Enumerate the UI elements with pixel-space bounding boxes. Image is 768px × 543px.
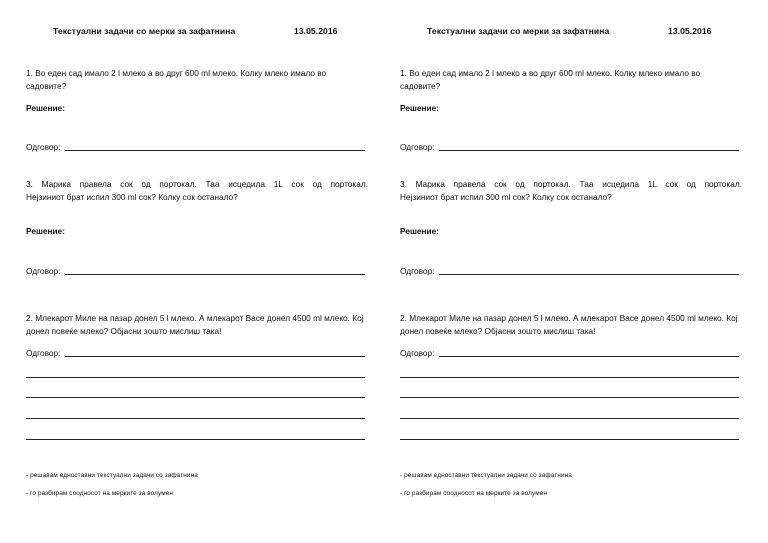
task-2-answer-label: Одговор:: [26, 348, 61, 358]
task-1-solution-label: Решение:: [400, 103, 439, 113]
worksheet-date: 13.05.2016: [294, 26, 338, 36]
task-2-writing-line[interactable]: [26, 418, 365, 419]
task-3-answer-label: Одговор:: [400, 266, 435, 276]
task-2-writing-line[interactable]: [400, 439, 739, 440]
task-2-writing-line[interactable]: [26, 377, 365, 378]
worksheet-title: Текстуални задачи со мерки за зафатнина: [53, 26, 236, 36]
task-1-answer-label: Одговор:: [400, 142, 435, 152]
worksheet-title: Текстуални задачи со мерки за зафатнина: [427, 26, 610, 36]
task-1-answer-line[interactable]: [439, 150, 739, 151]
worksheet-date: 13.05.2016: [668, 26, 712, 36]
task-3-text-line-1: 3. Марика правела сок од портокал. Таа исцедила 1L сок од портокал.: [400, 179, 742, 189]
task-2-text: 2. Млекарот Миле на пазар донел 5 l млеко. А млекарот Васе донел 4500 ml млеко. Кој донел повеќе млеко? Објасни зошто мислиш така!: [400, 313, 738, 336]
task-3-answer-line[interactable]: [439, 274, 739, 275]
task-2-writing-line[interactable]: [400, 418, 739, 419]
task-1-text: 1. Во еден сад имало 2 l млеко а во друг 600 ml млеко. Колку млеко имало во садовите?: [26, 68, 327, 91]
task-2-writing-line[interactable]: [26, 397, 365, 398]
task-1-answer-line[interactable]: [65, 150, 365, 151]
task-2-writing-line[interactable]: [400, 377, 739, 378]
task-2-answer-line[interactable]: [439, 356, 739, 357]
task-3-answer-label: Одговор:: [26, 266, 61, 276]
task-2-answer-label: Одговор:: [400, 348, 435, 358]
task-2-writing-line[interactable]: [26, 439, 365, 440]
task-3-text-line-2: Нејзиниот брат испил 300 ml сок? Колку сок останало?: [400, 192, 612, 202]
task-3-text-line-2: Нејзиниот брат испил 300 ml сок? Колку сок останало?: [26, 192, 238, 202]
task-1-text: 1. Во еден сад имало 2 l млеко а во друг 600 ml млеко. Колку млеко имало во садовите?: [400, 68, 701, 91]
task-3-solution-label: Решение:: [400, 226, 439, 236]
learning-goal-1: - решавам едноставни текстуални задачи со зафатнина: [400, 472, 572, 479]
learning-goal-1: - решавам едноставни текстуални задачи со зафатнина: [26, 472, 198, 479]
task-1-solution-label: Решение:: [26, 103, 65, 113]
task-3-answer-line[interactable]: [65, 274, 365, 275]
worksheet-right: [374, 0, 758, 543]
learning-goal-2: - го разбирам соодносот на мерките за волумен: [26, 490, 173, 497]
task-3-solution-label: Решение:: [26, 226, 65, 236]
task-2-answer-line[interactable]: [65, 356, 365, 357]
task-2-text: 2. Млекарот Миле на пазар донел 5 l млеко. А млекарот Васе донел 4500 ml млеко. Кој донел повеќе млеко? Објасни зошто мислиш така!: [26, 313, 364, 336]
task-1-answer-label: Одговор:: [26, 142, 61, 152]
task-2-writing-line[interactable]: [400, 397, 739, 398]
learning-goal-2: - го разбирам соодносот на мерките за волумен: [400, 490, 547, 497]
task-3-text-line-1: 3. Марика правела сок од портокал. Таа исцедила 1L сок од портокал.: [26, 179, 368, 189]
